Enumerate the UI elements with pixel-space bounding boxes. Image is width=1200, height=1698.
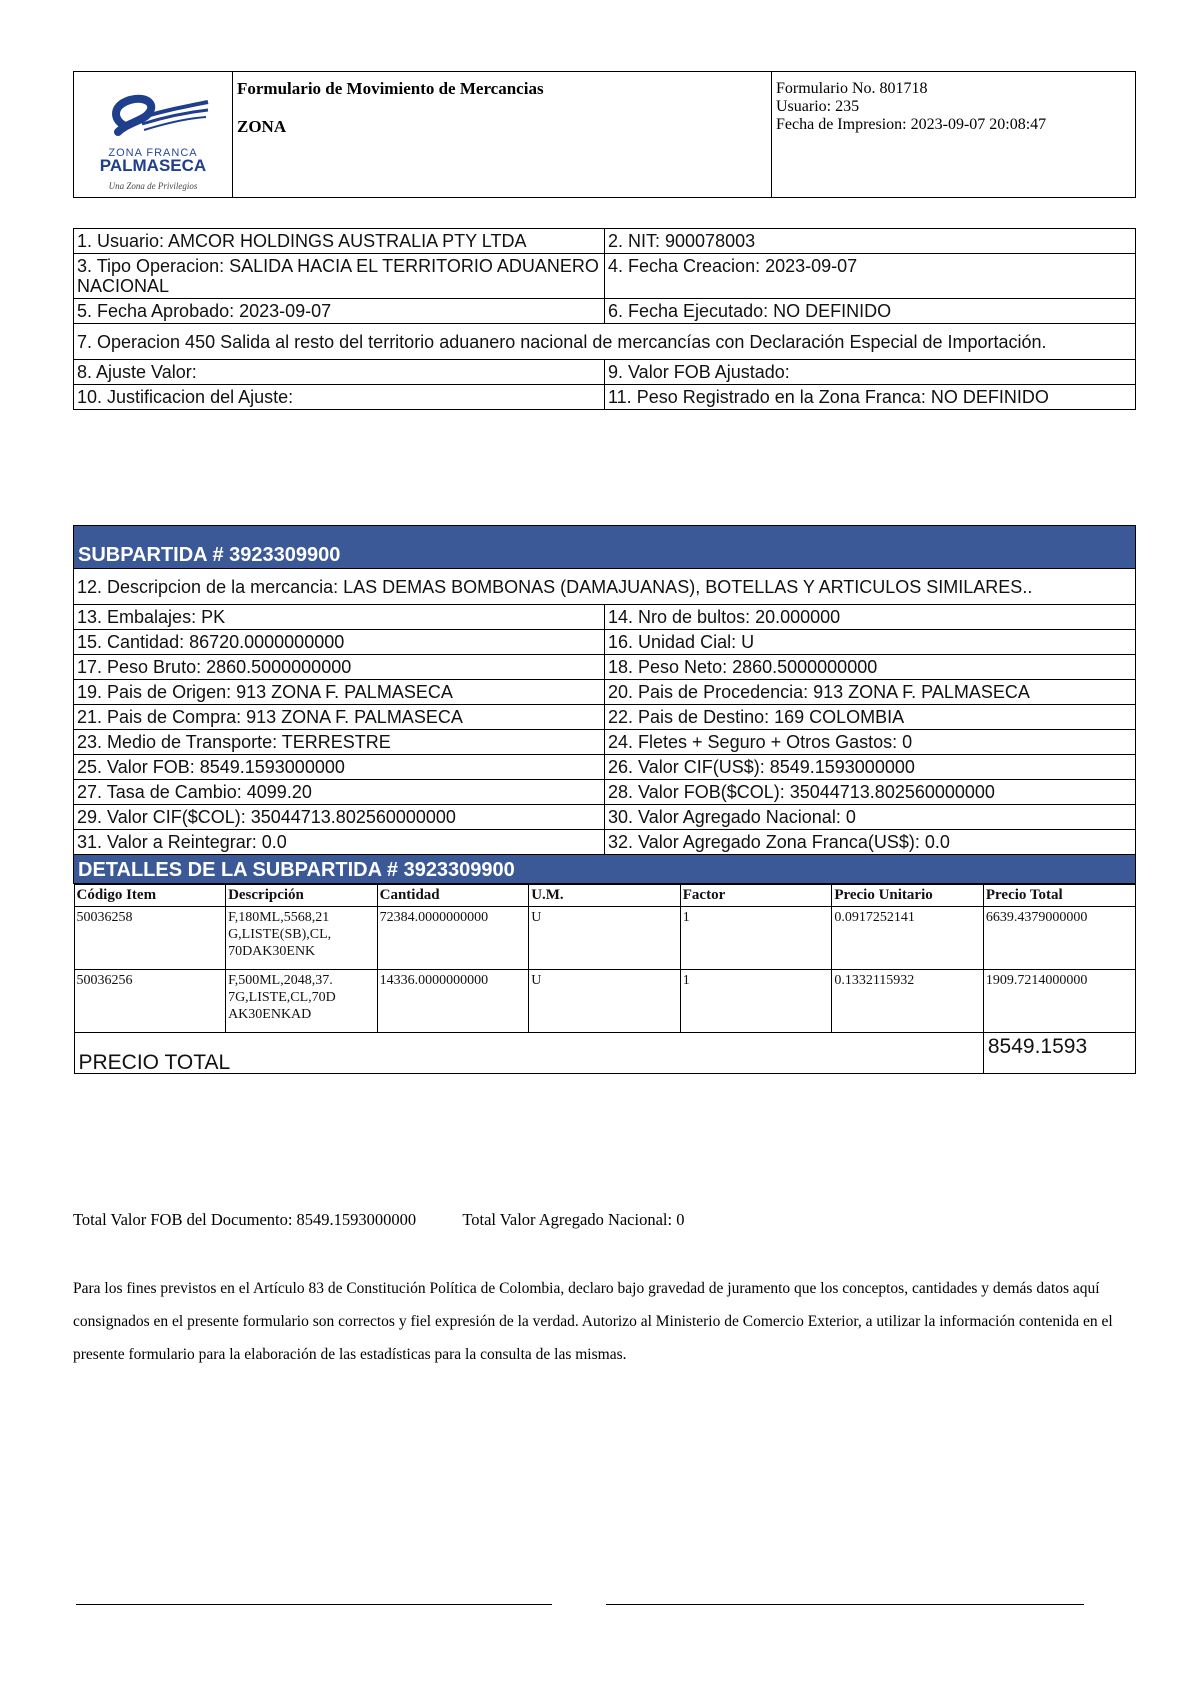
form-user: Usuario: 235 — [776, 98, 860, 115]
form-subtitle: ZONA — [237, 117, 287, 136]
field-valor-fob-col: 28. Valor FOB($COL): 35044713.802560000000 — [605, 780, 1136, 805]
field-fecha-ejecutado: 6. Fecha Ejecutado: NO DEFINIDO — [605, 299, 1136, 324]
cell-codigo: 50036256 — [74, 970, 226, 1033]
total-agregado-nacional: Total Valor Agregado Nacional: 0 — [462, 1210, 685, 1229]
field-nro-bultos: 14. Nro de bultos: 20.000000 — [605, 605, 1136, 630]
field-peso-registrado: 11. Peso Registrado en la Zona Franca: NO DEFINIDO — [605, 385, 1136, 410]
form-number: Formulario No. 801718 — [776, 80, 928, 97]
col-cantidad: Cantidad — [377, 885, 529, 907]
details-header: DETALLES DE LA SUBPARTIDA # 3923309900 — [74, 855, 1136, 884]
subpartida-header: SUBPARTIDA # 3923309900 — [74, 526, 1136, 569]
col-factor: Factor — [680, 885, 832, 907]
precio-total-value: 8549.1593 — [983, 1033, 1135, 1074]
field-pais-procedencia: 20. Pais de Procedencia: 913 ZONA F. PALMASECA — [605, 680, 1136, 705]
field-pais-origen: 19. Pais de Origen: 913 ZONA F. PALMASECA — [74, 680, 605, 705]
details-container — [74, 884, 1136, 1075]
field-fecha-aprobado: 5. Fecha Aprobado: 2023-09-07 — [74, 299, 605, 324]
general-info-table — [73, 228, 1136, 410]
field-valor-cif-usd: 26. Valor CIF(US$): 8549.1593000000 — [605, 755, 1136, 780]
print-date: Fecha de Impresion: 2023-09-07 20:08:47 — [776, 116, 1047, 133]
cell-precio-unitario: 0.0917252141 — [832, 907, 984, 970]
table-row — [74, 970, 1135, 1033]
subpartida-table — [73, 525, 1136, 1074]
cell-um: U — [529, 907, 681, 970]
field-descripcion-mercancia: 12. Descripcion de la mercancia: LAS DEMAS BOMBONAS (DAMAJUANAS), BOTELLAS Y ARTICULOS SIMILARES.. — [74, 569, 1136, 605]
document-totals — [73, 1210, 684, 1230]
field-valor-fob-ajustado: 9. Valor FOB Ajustado: — [605, 360, 1136, 385]
form-header — [73, 71, 1136, 198]
cell-descripcion: F,500ML,2048,37. 7G,LISTE,CL,70D AK30ENKAD — [226, 970, 378, 1033]
logo-tagline: Una Zona de Privilegios — [108, 180, 198, 191]
signature-line-left — [76, 1604, 552, 1605]
field-tipo-operacion: 3. Tipo Operacion: SALIDA HACIA EL TERRITORIO ADUANERO NACIONAL — [74, 254, 605, 299]
field-fecha-creacion: 4. Fecha Creacion: 2023-09-07 — [605, 254, 1136, 299]
field-embalajes: 13. Embalajes: PK — [74, 605, 605, 630]
table-row — [74, 907, 1135, 970]
cell-um: U — [529, 970, 681, 1033]
field-unidad-cial: 16. Unidad Cial: U — [605, 630, 1136, 655]
form-title: Formulario de Movimiento de Mercancias — [237, 79, 544, 98]
field-peso-neto: 18. Peso Neto: 2860.5000000000 — [605, 655, 1136, 680]
field-fletes-seguro: 24. Fletes + Seguro + Otros Gastos: 0 — [605, 730, 1136, 755]
col-precio-total: Precio Total — [983, 885, 1135, 907]
field-pais-compra: 21. Pais de Compra: 913 ZONA F. PALMASECA — [74, 705, 605, 730]
precio-total-label: PRECIO TOTAL — [74, 1033, 983, 1074]
cell-cantidad: 14336.0000000000 — [377, 970, 529, 1033]
cell-cantidad: 72384.0000000000 — [377, 907, 529, 970]
details-table — [74, 884, 1136, 1074]
field-pais-destino: 22. Pais de Destino: 169 COLOMBIA — [605, 705, 1136, 730]
field-valor-reintegrar: 31. Valor a Reintegrar: 0.0 — [74, 830, 605, 855]
col-precio-unitario: Precio Unitario — [832, 885, 984, 907]
field-valor-cif-col: 29. Valor CIF($COL): 35044713.802560000000 — [74, 805, 605, 830]
cell-precio-total: 6639.4379000000 — [983, 907, 1135, 970]
field-valor-agregado-nacional: 30. Valor Agregado Nacional: 0 — [605, 805, 1136, 830]
field-tasa-cambio: 27. Tasa de Cambio: 4099.20 — [74, 780, 605, 805]
col-codigo-item: Código Item — [74, 885, 226, 907]
field-peso-bruto: 17. Peso Bruto: 2860.5000000000 — [74, 655, 605, 680]
field-justificacion-ajuste: 10. Justificacion del Ajuste: — [74, 385, 605, 410]
cell-factor: 1 — [680, 907, 832, 970]
cell-precio-unitario: 0.1332115932 — [832, 970, 984, 1033]
cell-precio-total: 1909.7214000000 — [983, 970, 1135, 1033]
field-medio-transporte: 23. Medio de Transporte: TERRESTRE — [74, 730, 605, 755]
declaration-text: Para los fines previstos en el Artículo 83 de Constitución Política de Colombia, declaro bajo gravedad de juramento que los conceptos, cantidades y demás datos aquí consignados en el presente formulario son correctos y fiel expresión de la verdad. Autorizo al Ministerio de Comercio Exterior, a utilizar la información contenida en el presente formulario para la elaboración de las estadísticas para la consulta de las mismas. — [73, 1280, 1113, 1363]
field-valor-agregado-zf: 32. Valor Agregado Zona Franca(US$): 0.0 — [605, 830, 1136, 855]
title-cell — [233, 72, 772, 198]
field-ajuste-valor: 8. Ajuste Valor: — [74, 360, 605, 385]
total-fob: Total Valor FOB del Documento: 8549.1593000000 — [73, 1210, 417, 1229]
logo-line-1: ZONA FRANCA — [108, 146, 198, 159]
cell-descripcion: F,180ML,5568,21 G,LISTE(SB),CL, 70DAK30ENK — [226, 907, 378, 970]
signature-line-right — [606, 1604, 1084, 1605]
field-usuario: 1. Usuario: AMCOR HOLDINGS AUSTRALIA PTY LTDA — [74, 229, 605, 254]
logo-line-2: PALMASECA — [99, 155, 207, 175]
field-cantidad: 15. Cantidad: 86720.0000000000 — [74, 630, 605, 655]
cell-codigo: 50036258 — [74, 907, 226, 970]
total-row — [74, 1033, 1135, 1074]
field-operacion: 7. Operacion 450 Salida al resto del territorio aduanero nacional de mercancías con Declaración Especial de Importación. — [74, 324, 1136, 360]
field-nit: 2. NIT: 900078003 — [605, 229, 1136, 254]
col-um: U.M. — [529, 885, 681, 907]
field-valor-fob: 25. Valor FOB: 8549.1593000000 — [74, 755, 605, 780]
logo-swoosh-icon — [96, 92, 210, 144]
logo-cell — [74, 72, 233, 198]
cell-factor: 1 — [680, 970, 832, 1033]
form-info-cell — [772, 72, 1136, 198]
col-descripcion: Descripción — [226, 885, 378, 907]
zona-franca-logo — [78, 80, 228, 190]
